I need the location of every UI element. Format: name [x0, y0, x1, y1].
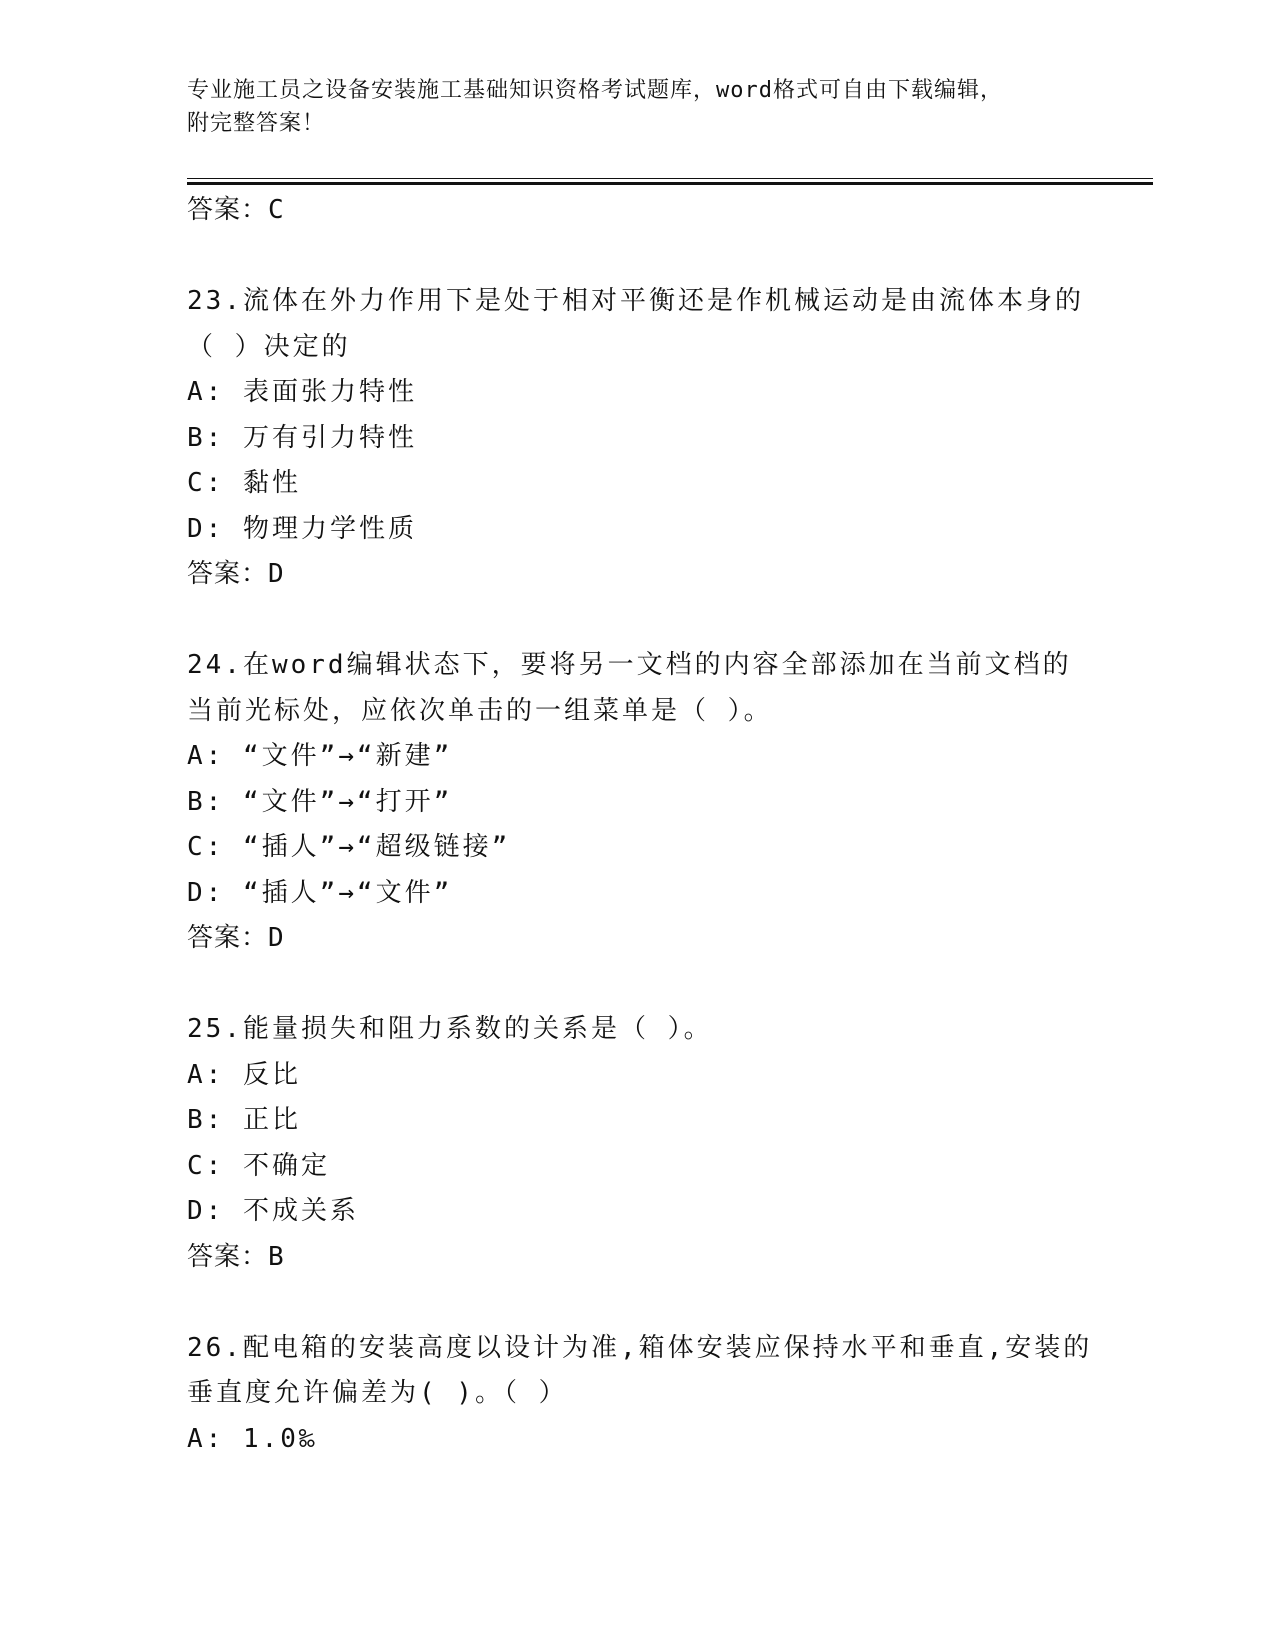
option-b: B: 正比: [187, 1105, 301, 1135]
option-c: C: “插人”→“超级链接”: [187, 832, 511, 862]
option-a: A: 反比: [187, 1059, 301, 1090]
question-block: [187, 1007, 1087, 1280]
spacer: [187, 598, 1087, 644]
option-c: C: 不确定: [187, 1150, 330, 1181]
answer-line: 答案：C: [187, 195, 285, 225]
header-line-2: 附完整答案！: [187, 111, 326, 136]
question-stem: 26.配电箱的安装高度以设计为准,箱体安装应保持水平和垂直,安装的: [187, 1332, 1093, 1363]
question-stem: 25.能量损失和阻力系数的关系是（ ）。: [187, 1014, 713, 1044]
question-stem: 当前光标处，应依次单击的一组菜单是（ ）。: [187, 695, 773, 726]
option-a: A: “文件”→“新建”: [187, 741, 453, 771]
option-d: D: 不成关系: [187, 1196, 359, 1226]
answer-line: 答案：D: [187, 559, 285, 589]
option-a: A: 表面张力特性: [187, 377, 417, 407]
question-block: [187, 1326, 1093, 1463]
spacer: [187, 234, 1087, 280]
answer-line: 答案：D: [187, 923, 285, 953]
answer-line: 答案：B: [187, 1241, 285, 1272]
question-stem: 垂直度允许偏差为( )。（ ）: [187, 1378, 568, 1408]
option-b: B: “文件”→“打开”: [187, 786, 453, 817]
question-stem: （ ）决定的: [187, 331, 351, 362]
spacer: [187, 962, 1087, 1008]
option-d: D: 物理力学性质: [187, 513, 417, 544]
option-c: C: 黏性: [187, 468, 301, 498]
header-divider-thin: [187, 178, 1153, 179]
header-divider-thick: [187, 182, 1153, 185]
question-block: [187, 279, 1087, 598]
question-stem: 24.在word编辑状态下，要将另一文档的内容全部添加在当前文档的: [187, 650, 1072, 680]
question-stem: 23.流体在外力作用下是处于相对平衡还是作机械运动是由流体本身的: [187, 286, 1084, 316]
header-line-1: 专业施工员之设备安装施工基础知识资格考试题库，word格式可自由下载编辑，: [187, 78, 1003, 103]
option-d: D: “插人”→“文件”: [187, 877, 453, 908]
spacer: [187, 1280, 1087, 1326]
option-b: B: 万有引力特性: [187, 422, 417, 453]
document-header: [187, 74, 1087, 140]
option-a: A: 1.0‰: [187, 1423, 318, 1454]
question-block: [187, 643, 1087, 962]
question-list: [187, 188, 1093, 1462]
